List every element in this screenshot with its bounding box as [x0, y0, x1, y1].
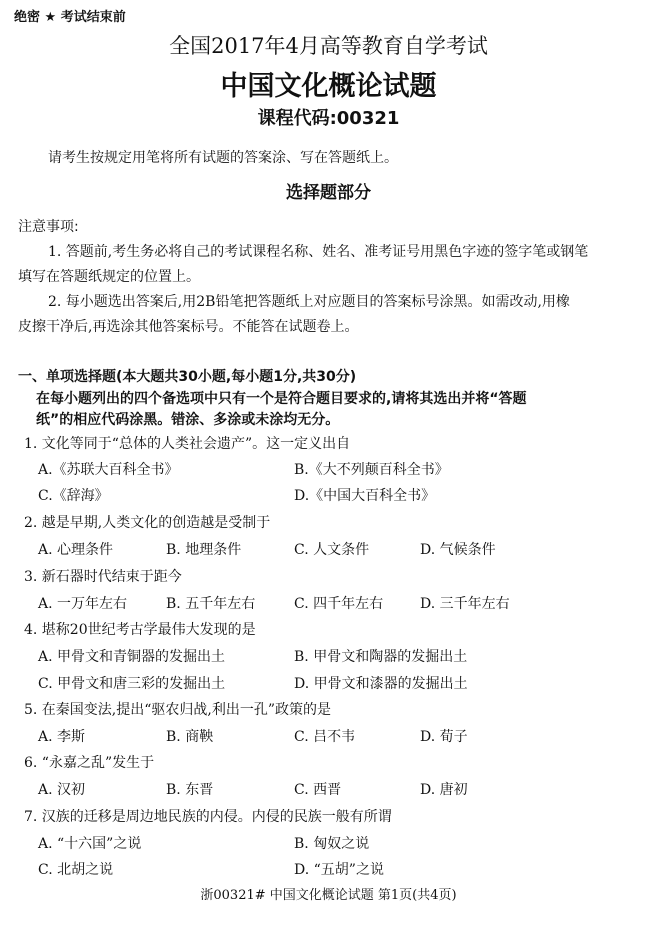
note-line: 皮擦干净后,再选涂其他答案标号。不能答在试题卷上。 — [18, 319, 359, 335]
part-heading: 一、单项选择题(本大题共30小题,每小题1分,共30分) — [18, 369, 357, 385]
note-line: 2. 每小题选出答案后,用2B铅笔把答题纸上对应题目的答案标号涂黑。如需改动,用橡 — [48, 294, 570, 310]
answer-option: A. 一万年左右 — [38, 596, 128, 612]
answer-option: C. 西晋 — [294, 782, 342, 798]
notes-heading: 注意事项: — [18, 219, 79, 235]
answer-option: D. 三千年左右 — [420, 596, 510, 612]
answer-option: B.《大不列颠百科全书》 — [294, 462, 449, 478]
answer-option: D. “五胡”之说 — [294, 862, 384, 878]
answer-option: A. 心理条件 — [38, 542, 114, 558]
question-stem: 4. 堪称20世纪考古学最伟大发现的是 — [24, 622, 256, 638]
answer-option: A. “十六国”之说 — [38, 836, 142, 852]
answer-option: C.《辞海》 — [38, 488, 109, 504]
answer-option: A. 李斯 — [38, 729, 86, 745]
answer-option: C. 北胡之说 — [38, 862, 114, 878]
course-code: 课程代码:00321 — [257, 108, 400, 129]
answer-option: C. 人文条件 — [294, 542, 370, 558]
subject-title: 中国文化概论试题 — [220, 71, 437, 102]
exam-title: 全国2017年4月高等教育自学考试 — [169, 34, 488, 58]
section-title: 选择题部分 — [286, 183, 371, 203]
answer-option: D. 甲骨文和漆器的发掘出土 — [294, 676, 468, 692]
answer-option: D. 唐初 — [420, 782, 468, 798]
answer-option: B. 五千年左右 — [166, 596, 256, 612]
question-stem: 5. 在秦国变法,提出“驱农归战,利出一孔”政策的是 — [24, 702, 332, 718]
part-directions: 纸”的相应代码涂黑。错涂、多涂或未涂均无分。 — [36, 412, 340, 428]
answer-option: A.《苏联大百科全书》 — [38, 462, 179, 478]
answer-option: B. 甲骨文和陶器的发掘出土 — [294, 649, 468, 665]
answer-option: D. 气候条件 — [420, 542, 496, 558]
answer-option: A. 汉初 — [38, 782, 86, 798]
answer-option: C. 吕不韦 — [294, 729, 356, 745]
question-stem: 3. 新石器时代结束于距今 — [24, 569, 182, 585]
answer-option: B. 商鞅 — [166, 729, 214, 745]
answer-option: B. 匈奴之说 — [294, 836, 370, 852]
question-stem: 1. 文化等同于“总体的人类社会遗产”。这一定义出自 — [24, 436, 351, 452]
answer-option: C. 甲骨文和唐三彩的发掘出土 — [38, 676, 226, 692]
part-directions: 在每小题列出的四个备选项中只有一个是符合题目要求的,请将其选出并将“答题 — [36, 391, 527, 407]
answer-option: D.《中国大百科全书》 — [294, 488, 436, 504]
note-line: 填写在答题纸规定的位置上。 — [18, 269, 200, 285]
secret-mark: 绝密 ★ 考试结束前 — [14, 10, 126, 25]
question-stem: 6. “永嘉之乱”发生于 — [24, 755, 155, 771]
answer-option: B. 地理条件 — [166, 542, 242, 558]
question-stem: 7. 汉族的迁移是周边地民族的内侵。内侵的民族一般有所谓 — [24, 809, 392, 825]
general-instruction: 请考生按规定用笔将所有试题的答案涂、写在答题纸上。 — [48, 150, 398, 166]
answer-option: D. 荀子 — [420, 729, 468, 745]
answer-option: B. 东晋 — [166, 782, 214, 798]
page-footer: 浙00321# 中国文化概论试题 第1页(共4页) — [200, 888, 457, 903]
question-stem: 2. 越是早期,人类文化的创造越是受制于 — [24, 515, 271, 531]
answer-option: C. 四千年左右 — [294, 596, 384, 612]
answer-option: A. 甲骨文和青铜器的发掘出土 — [38, 649, 226, 665]
note-line: 1. 答题前,考生务必将自己的考试课程名称、姓名、准考证号用黑色字迹的签字笔或钢笔 — [48, 244, 589, 260]
